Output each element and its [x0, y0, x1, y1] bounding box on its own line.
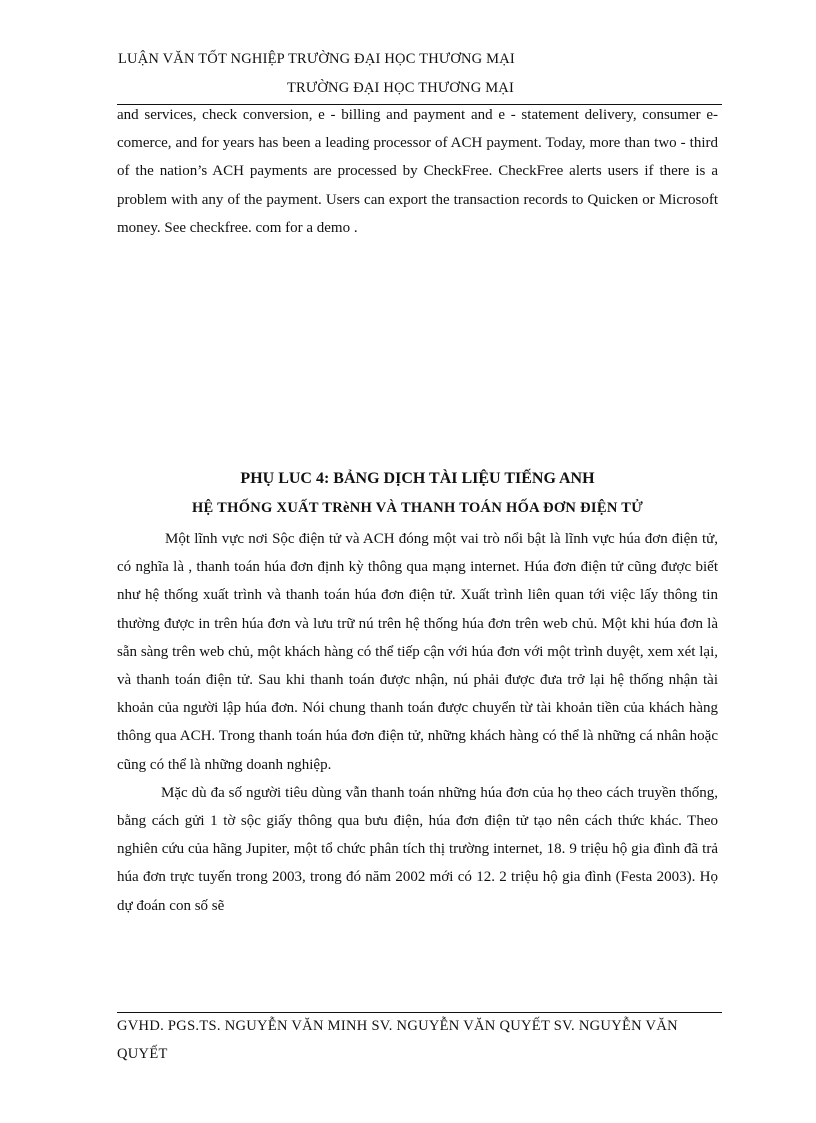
translation-paragraph: Một lĩnh vực nơi Sộc điện tử và ACH đóng một vai trò nổi bật là lĩnh vực húa đơn điện tử, có nghĩa là , thanh toán húa đơn định kỳ thông qua mạng internet. Húa đơn điện tử cũng được biết như hệ thống xuất trình và thanh toán húa đơn điện tử. Xuất trình liên quan tới việc lấy thông tin thường được in trên húa đơn và lưu trữ nú trên hệ thống húa đơn trên web chủ. Một khi húa đơn là sẵn sàng trên web chủ, một khách hàng có thể tiếp cận với húa đơn với một trình duyệt, xem xét lại, và thanh toán điện tử. Sau khi thanh toán được nhận, nú phải được đưa trở lại hệ thống nhận tài khoản của người lập húa đơn. Nói chung thanh toán được chuyển từ tài khoản tiền của khách hàng thông qua ACH. Trong thanh toán húa đơn điện tử, những khách hàng có thể là những cá nhân hoặc cũng có thể là những doanh nghiệp.: [117, 531, 718, 773]
translation-paragraph: Mặc dù đa số người tiêu dùng vẫn thanh toán những húa đơn của họ theo cách truyền thống, bằng cách gửi 1 tờ sộc giấy thông qua bưu điện, húa đơn điện tử tạo nên cách thức khác. Theo nghiên cứu của hãng Jupiter, một tổ chức phân tích thị trường internet, 18. 9 triệu hộ gia đình đã trả húa đơn trực tuyến trong 2003, trong đó năm 2002 mới có 12. 2 triệu hộ gia đình (Festa 2003). Họ dự đoán con số sẽ: [117, 784, 718, 914]
english-paragraph: [117, 101, 718, 242]
english-paragraph-text: and services, check conversion, e - billing and payment and e - statement delivery, consumer e-comerce, and for years has been a leading processor of ACH payment. Today, more than two - third of the nation’s ACH payments are processed by CheckFree. CheckFree alerts users if there is a problem with any of the payment. Users can export the transaction records to Quicken or Microsoft money. See checkfree. com for a demo .: [117, 107, 718, 236]
appendix-title: PHỤ LUC 4: BẢNG DỊCH TÀI LIỆU TIẾNG ANH: [240, 470, 595, 487]
running-header-school: TRƯỜNG ĐẠI HỌC THƯƠNG MẠI: [287, 80, 515, 96]
page-footer: GVHD. PGS.TS. NGUYỄN VĂN MINH SV. NGUYỄN VĂN QUYẾT SV. NGUYỄN VĂN QUYẾT: [117, 1018, 678, 1062]
running-header-title: LUẬN VĂN TỐT NGHIỆP TRƯỜNG ĐẠI HỌC THƯƠNG MẠI: [118, 51, 515, 67]
translation-body: [117, 525, 718, 920]
appendix-subtitle: HỆ THỐNG XUẤT TRèNH VÀ THANH TOÁN HỐA ĐƠN ĐIỆN TỬ: [191, 500, 644, 516]
